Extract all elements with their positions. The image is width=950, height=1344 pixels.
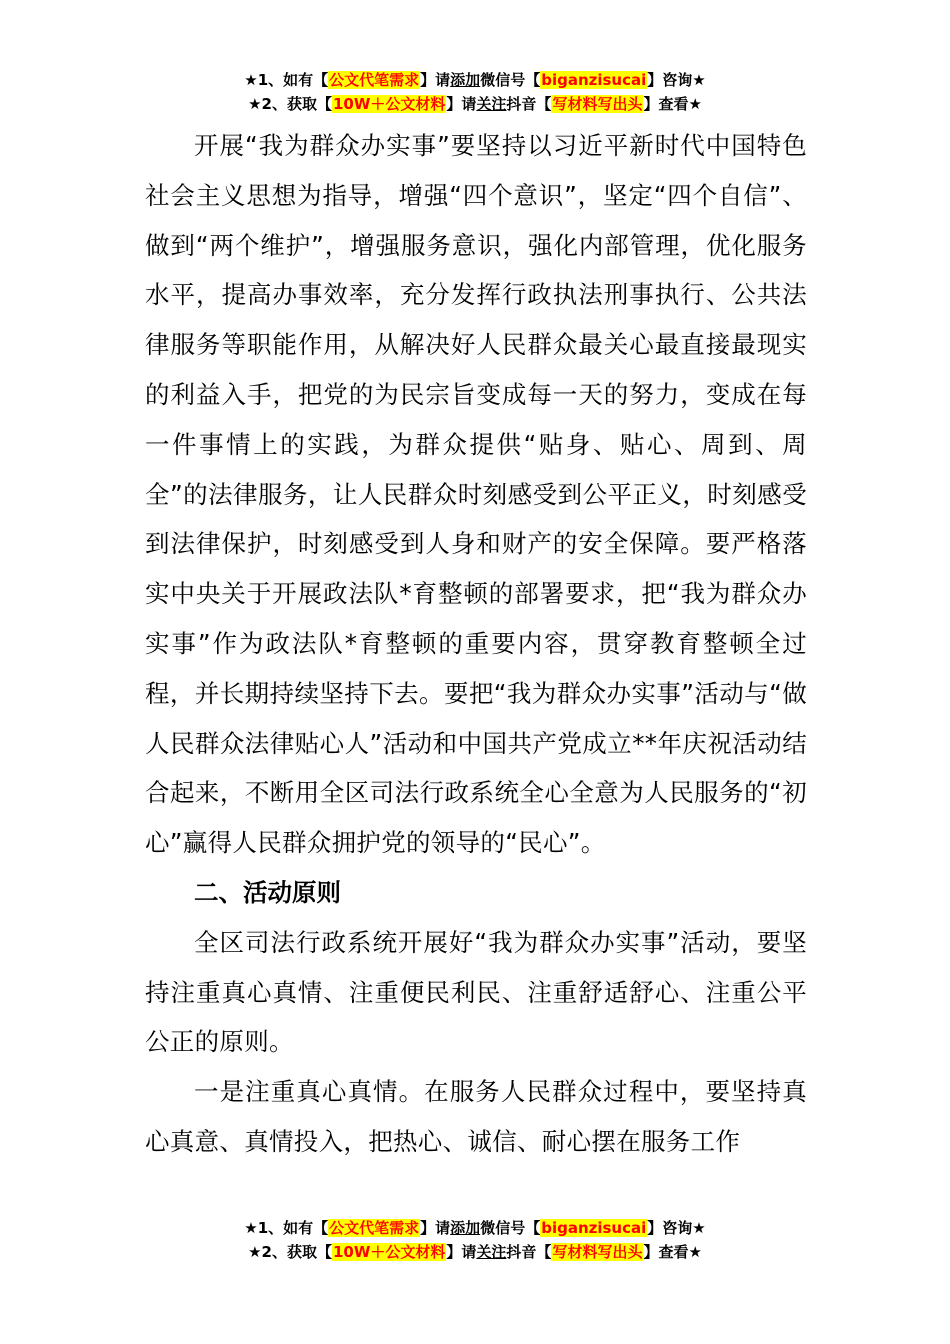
star-icon: ★ [692, 1219, 706, 1237]
highlight-text: 公文代笔需求 [329, 71, 420, 89]
star-icon: ★ [244, 1219, 258, 1237]
banner-line-2 [0, 92, 950, 116]
banner-text: 微信号【 [480, 71, 541, 89]
banner-text: 1、如有【 [257, 71, 329, 89]
banner-text: 抖音【 [506, 95, 552, 113]
star-icon: ★ [248, 1243, 262, 1261]
highlight-text: 写材料写出头 [552, 1243, 643, 1261]
banner-text: 】咨询 [647, 71, 693, 89]
banner-text: 1、如有【 [257, 1219, 329, 1237]
banner-text: 】查看 [643, 1243, 689, 1261]
highlight-text: 10W＋公文材料 [332, 1243, 446, 1261]
banner-line-1 [0, 68, 950, 92]
star-icon: ★ [688, 1243, 702, 1261]
underlined-text: 关注 [476, 1243, 507, 1261]
section-heading: 二、活动原则 [194, 877, 341, 907]
footer-banner [0, 1216, 950, 1264]
banner-text: 】咨询 [647, 1219, 693, 1237]
banner-text: 2、获取【 [261, 1243, 332, 1261]
highlight-text: 10W＋公文材料 [332, 95, 446, 113]
paragraph: 一是注重真心真情。在服务人民群众过程中，要坚持真心真意、真情投入，把热心、诚信、耐心摆在服务工作 [145, 1077, 807, 1156]
star-icon: ★ [688, 95, 702, 113]
highlight-text: biganzisucai [541, 1219, 647, 1237]
header-banner [0, 68, 950, 116]
highlight-text: 公文代笔需求 [329, 1219, 420, 1237]
highlight-text: 写材料写出头 [552, 95, 643, 113]
banner-text: 】请 [446, 1243, 477, 1261]
banner-text: 】请 [420, 71, 451, 89]
underlined-text: 关注 [476, 95, 507, 113]
star-icon: ★ [248, 95, 262, 113]
star-icon: ★ [692, 71, 706, 89]
banner-text: 2、获取【 [261, 95, 332, 113]
banner-text: 】查看 [643, 95, 689, 113]
paragraph: 开展“我为群众办实事”要坚持以习近平新时代中国特色社会主义思想为指导，增强“四个意识”，坚定“四个自信”、做到“两个维护”，增强服务意识，强化内部管理，优化服务水平，提高办事效率，充分发挥行政执法刑事执行、公共法律服务等职能作用，从解决好人民群众最关心最直接最现实的利益入手，把党的为民宗旨变成每一天的努力，变成在每一件事情上的实践，为群众提供“贴身、贴心、周到、周全”的法律服务，让人民群众时刻感受到公平正义，时刻感受到法律保护，时刻感受到人身和财产的安全保障。要严格落实中央关于开展政法队*育整顿的部署要求，把“我为群众办实事”作为政法队*育整顿的重要内容，贯穿教育整顿全过程，并长期持续坚持下去。要把“我为群众办实事”活动与“做人民群众法律贴心人”活动和中国共产党成立**年庆祝活动结合起来，不断用全区司法行政系统全心全意为人民服务的“初心”赢得人民群众拥护党的领导的“民心”。 [145, 131, 807, 858]
banner-text: 微信号【 [480, 1219, 541, 1237]
banner-text: 】请 [420, 1219, 451, 1237]
underlined-text: 添加 [450, 71, 481, 89]
star-icon: ★ [244, 71, 258, 89]
banner-text: 抖音【 [506, 1243, 552, 1261]
underlined-text: 添加 [450, 1219, 481, 1237]
paragraph: 全区司法行政系统开展好“我为群众办实事”活动，要坚持注重真心真情、注重便民利民、注重舒适舒心、注重公平公正的原则。 [145, 927, 807, 1057]
banner-text: 】请 [446, 95, 477, 113]
document-body [145, 121, 807, 1167]
banner-line-2 [0, 1240, 950, 1264]
banner-line-1 [0, 1216, 950, 1240]
highlight-text: biganzisucai [541, 71, 647, 89]
